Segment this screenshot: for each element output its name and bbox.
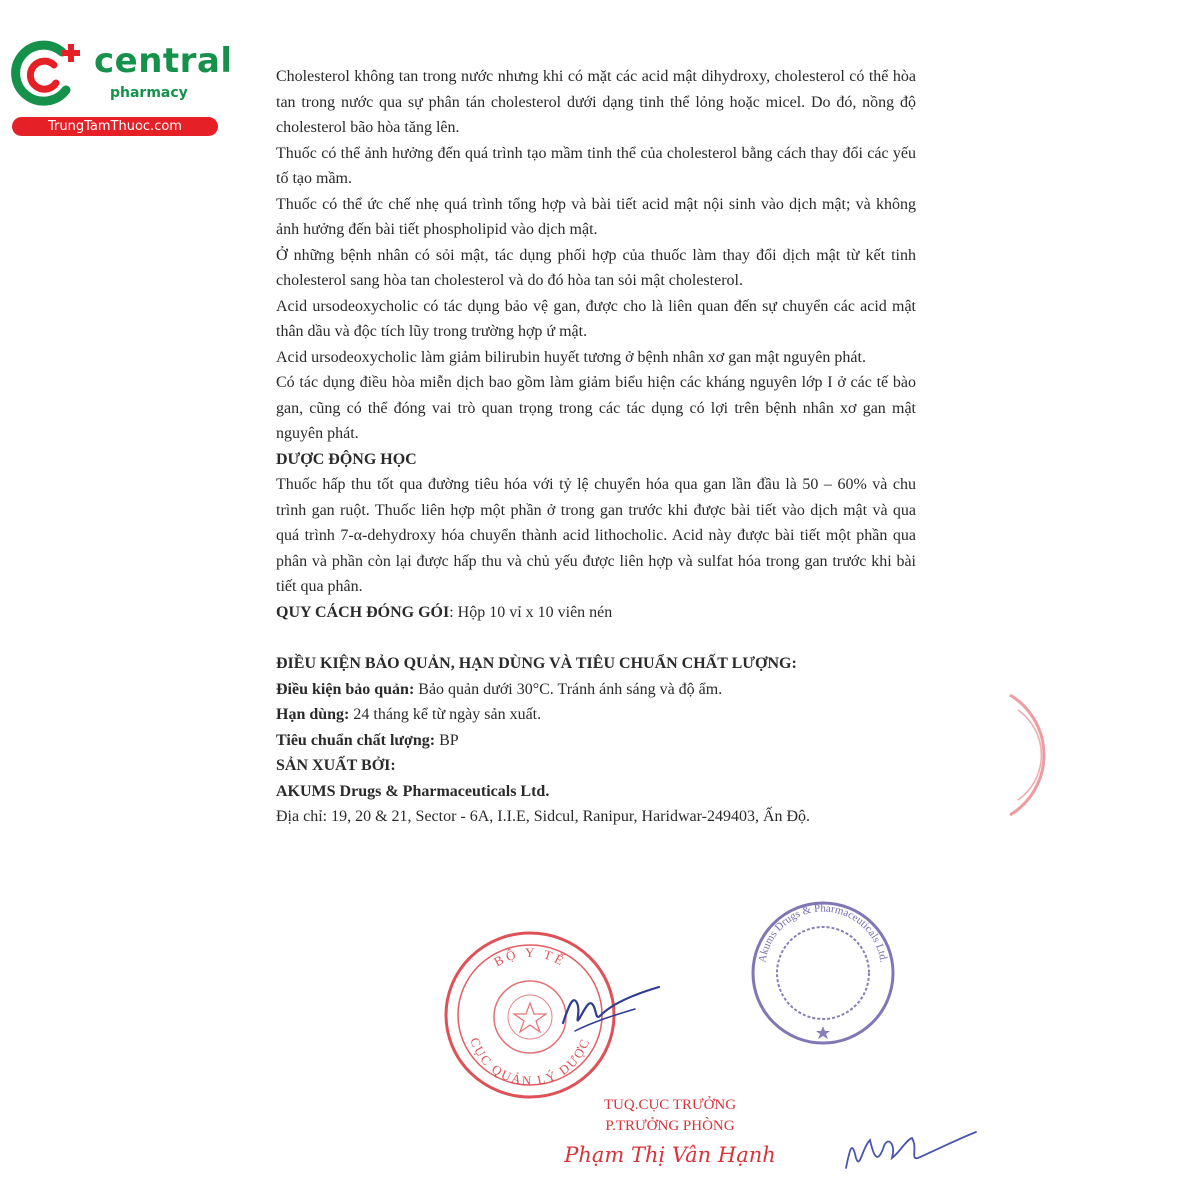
central-pharmacy-logo <box>10 38 233 138</box>
expiry-line <box>276 702 916 728</box>
signature-block <box>560 1095 780 1166</box>
signature-blue-icon <box>555 975 665 1035</box>
expiry-value: 24 tháng kể từ ngày sản xuất. <box>349 706 542 723</box>
document-body <box>276 64 916 830</box>
stamp-blue-ring-text: Akums Drugs & Pharmaceuticals Ltd. <box>756 902 890 964</box>
standard-line <box>276 728 916 754</box>
standard-label: Tiêu chuẩn chất lượng: <box>276 731 436 749</box>
storage-value: Bảo quản dưới 30°C. Tránh ánh sáng và độ ẩm. <box>414 680 723 698</box>
svg-text:CỤC QUẢN LÝ DƯỢC <box>467 1035 593 1088</box>
logo-sub: pharmacy <box>110 85 188 101</box>
partial-stamp-icon <box>1000 690 1060 820</box>
packaging-label: QUY CÁCH ĐÓNG GÓI <box>276 603 450 621</box>
paragraph-4: Ở những bệnh nhân có sỏi mật, tác dụng phối hợp của thuốc làm thay đổi dịch mật từ kết tinh cholesterol sang hòa tan cholesterol và do đó hòa tan sỏi mật cholesterol. <box>276 246 916 289</box>
storage-heading: ĐIỀU KIỆN BẢO QUẢN, HẠN DÙNG VÀ TIÊU CHUẨN CHẤT LƯỢNG: <box>276 655 797 672</box>
akums-company-stamp-icon <box>748 898 898 1048</box>
paragraph-3: Thuốc có thể ức chế nhẹ quá trình tổng hợp và bài tiết acid mật nội sinh vào dịch mật; và không ảnh hưởng đến bài tiết phospholipid vào dịch mật. <box>276 195 916 238</box>
signature-initials-icon <box>840 1118 980 1178</box>
paragraph-7: Có tác dụng điều hòa miễn dịch bao gồm làm giảm biểu hiện các kháng nguyên lớp I ở các tế bào gan, cũng có thể đóng vai trò quan trọng trong các tác dụng có lợi trên bệnh nhân xơ gan mật nguyên phát. <box>276 374 916 442</box>
storage-label: Điều kiện bảo quản: <box>276 680 415 698</box>
central-logo-icon <box>10 38 90 108</box>
signature-name: Phạm Thị Vân Hạnh <box>564 1143 776 1167</box>
paragraph-1: Cholesterol không tan trong nước nhưng khi có mặt các acid mật dihydroxy, cholesterol có thể hòa tan trong nước qua sự phân tán cholesterol dưới dạng tinh thể lỏng hoặc micel. Do đó, nồng độ cholesterol bão hòa tăng lên. <box>276 68 916 136</box>
manufacturer-address: Địa chỉ: 19, 20 & 21, Sector - 6A, I.I.E, Sidcul, Ranipur, Haridwar-249403, Ấn Độ. <box>276 808 811 825</box>
logo-name: central <box>94 41 233 81</box>
stamp-red-top-text: BỘ Y TẾ <box>491 944 569 970</box>
manufacturer-heading: SẢN XUẤT BỞI: <box>276 757 396 774</box>
svg-text:Akums Drugs & Pharmaceuticals <box>756 903 889 964</box>
svg-text:BỘ Y TẾ <box>491 945 568 969</box>
stamp-red-bottom-text: CỤC QUẢN LÝ DƯỢC <box>467 1035 593 1089</box>
expiry-label: Hạn dùng: <box>276 706 350 723</box>
packaging-line <box>276 600 916 626</box>
signature-title-2: P.TRƯỞNG PHÒNG <box>605 1118 735 1134</box>
manufacturer-name: AKUMS Drugs & Pharmaceuticals Ltd. <box>276 782 550 800</box>
paragraph-2: Thuốc có thể ảnh hưởng đến quá trình tạo mầm tinh thể của cholesterol bằng cách thay đổi các yếu tố tạo mầm. <box>276 144 916 187</box>
pharmacokinetics-text: Thuốc hấp thu tốt qua đường tiêu hóa với tỷ lệ chuyển hóa qua gan lần đầu là 50 – 60% và chu trình gan ruột. Thuốc liên hợp một phần ở trong gan trước khi được bài tiết vào dịch mật và qua quá trình 7-α-dehydroxy hóa chuyển thành acid lithocholic. Acid này được bài tiết một phần qua phân và phần còn lại được hấp thu và chủ yếu được liên hợp và sulfat hóa trong gan trước khi bài tiết qua phân. <box>276 476 916 595</box>
paragraph-5: Acid ursodeoxycholic có tác dụng bảo vệ gan, được cho là liên quan đến sự chuyển các acid mật thân dầu và độc tích lũy trong trường hợp ứ mật. <box>276 297 916 340</box>
standard-value: BP <box>435 731 459 749</box>
logo-url[interactable]: TrungTamThuoc.com <box>12 117 218 136</box>
signature-title-1: TUQ.CỤC TRƯỞNG <box>603 1097 737 1113</box>
packaging-value: : Hộp 10 vỉ x 10 viên nén <box>449 603 613 621</box>
storage-line <box>276 677 916 703</box>
paragraph-6: Acid ursodeoxycholic làm giảm bilirubin huyết tương ở bệnh nhân xơ gan mật nguyên phát. <box>276 348 866 366</box>
pharmacokinetics-heading: DƯỢC ĐỘNG HỌC <box>276 450 417 468</box>
